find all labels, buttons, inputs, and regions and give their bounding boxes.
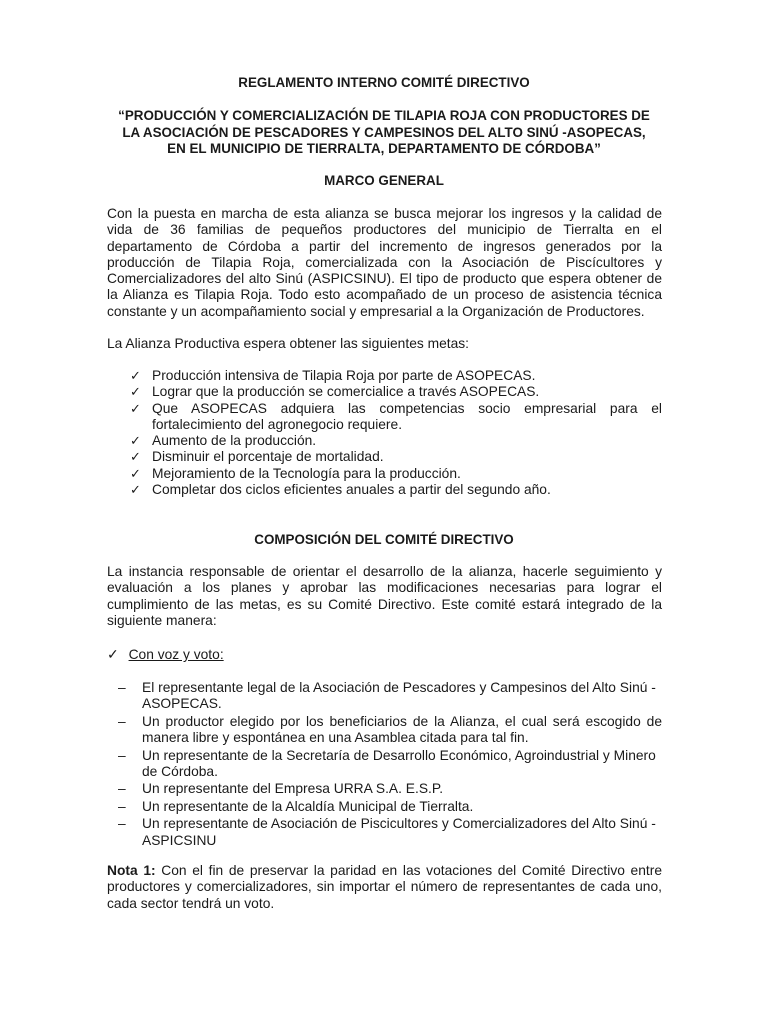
document-subtitle-line-2: LA ASOCIACIÓN DE PESCADORES Y CAMPESINOS DEL ALTO SINÚ -ASOPECAS, — [122, 125, 646, 140]
list-item: ✓ Producción intensiva de Tilapia Roja por parte de ASOPECAS. — [130, 368, 536, 383]
list-item: – Un productor elegido por los beneficiarios de la Alianza, el cual será escogido de manera libre y espontánea en una Asamblea citada para tal fin. — [118, 713, 662, 746]
metas-list — [130, 368, 662, 498]
nota-1-paragraph — [107, 863, 662, 912]
paragraph-line: Comercializadores del alto Sinú (ASPICSINU). El tipo de producto que espera obtener de — [107, 271, 662, 287]
paragraph-line: cada sector tendrá un voto. — [107, 895, 275, 911]
list-item: ✓ Aumento de la producción. — [130, 433, 317, 449]
checkmark-icon: ✓ — [130, 384, 141, 400]
list-item: – Un representante del Empresa URRA S.A. E.S.P. — [118, 781, 444, 797]
paragraph-line: vida de 36 familias de pequeños productores del municipio de Tierralta en el — [107, 222, 662, 238]
dash-bullet: – — [118, 747, 126, 763]
paragraph-line: productores y comercializadores, sin importar el número de representantes de cada uno, — [107, 879, 662, 895]
checkmark-icon: ✓ — [130, 368, 141, 383]
list-item: ✓ Que ASOPECAS adquiera las competencias socio empresarial para el fortalecimiento del agronegocio requiere. — [130, 400, 662, 432]
checkmark-icon: ✓ — [107, 647, 119, 662]
paragraph-line: Con la puesta en marcha de esta alianza se busca mejorar los ingresos y la calidad de — [107, 206, 662, 221]
document-subtitle-line-1: “PRODUCCIÓN Y COMERCIALIZACIÓN DE TILAPIA ROJA CON PRODUCTORES DE — [118, 108, 650, 123]
checkmark-icon: ✓ — [130, 400, 141, 416]
dash-bullet: – — [118, 781, 126, 797]
paragraph-line: producción de Tilapia Roja, comercializada con la Asociación de Piscícultores y — [107, 254, 662, 270]
list-item: ✓ Completar dos ciclos eficientes anuales a partir del segundo año. — [130, 482, 551, 498]
paragraph-line: evaluación a los planes y aprobar las modificaciones necesarias para lograr el — [107, 580, 662, 596]
section-heading-marco-general: MARCO GENERAL — [324, 173, 444, 188]
dash-bullet: – — [118, 798, 126, 814]
document-subtitle-line-3: EN EL MUNICIPIO DE TIERRALTA, DEPARTAMENTO DE CÓRDOBA” — [167, 141, 601, 156]
metas-intro: La Alianza Productiva espera obtener las siguientes metas: — [107, 336, 469, 351]
dash-bullet: – — [118, 680, 126, 695]
paragraph-line: la Alianza es Tilapia Roja. Todo esto acompañado de un proceso de asistencia técnica — [107, 287, 662, 303]
paragraph-line: La instancia responsable de orientar el desarrollo de la alianza, hacerle seguimiento y — [107, 564, 662, 579]
checkmark-icon: ✓ — [130, 449, 141, 465]
document-title: REGLAMENTO INTERNO COMITÉ DIRECTIVO — [238, 75, 530, 90]
list-item: – Un representante de Asociación de Piscicultores y Comercializadores del Alto Sinú - ASPICSINU — [118, 816, 656, 848]
paragraph-line: cumplimiento de las metas, es su Comité Directivo. Este comité estará integrado de la — [107, 596, 662, 612]
list-item: – El representante legal de la Asociación de Pescadores y Campesinos del Alto Sinú - ASOPECAS. — [118, 680, 656, 712]
paragraph-line: siguiente manera: — [107, 612, 217, 628]
checkmark-icon: ✓ — [130, 482, 141, 498]
dash-bullet: – — [118, 713, 126, 729]
checkmark-icon: ✓ — [130, 465, 141, 481]
list-item: – Un representante de la Secretaría de Desarrollo Económico, Agroindustrial y Minero de Córdoba. — [118, 747, 656, 779]
section-heading-composicion: COMPOSICIÓN DEL COMITÉ DIRECTIVO — [254, 532, 514, 547]
miembros-list — [118, 680, 662, 850]
paragraph-line: constante y un acompañamiento social y empresarial a la Organización de Productores. — [107, 303, 645, 319]
list-item: ✓ Lograr que la producción se comercialice a través ASOPECAS. — [130, 384, 540, 400]
marco-general-paragraph — [107, 206, 662, 320]
list-item: ✓ Disminuir el porcentaje de mortalidad. — [130, 449, 384, 465]
composicion-paragraph — [107, 564, 662, 629]
list-item: ✓ Mejoramiento de la Tecnología para la producción. — [130, 465, 461, 481]
nota-label: Nota 1: — [107, 863, 156, 878]
paragraph-line: Nota 1: Con el fin de preservar la paridad en las votaciones del Comité Directivo entre — [107, 863, 662, 878]
voz-y-voto-label: ✓ Con voz y voto: — [107, 647, 224, 662]
paragraph-line: departamento de Córdoba a partir del incremento de ingresos generados por la — [107, 238, 662, 254]
list-item: – Un representante de la Alcaldía Municipal de Tierralta. — [118, 798, 474, 814]
checkmark-icon: ✓ — [130, 433, 141, 449]
dash-bullet: – — [118, 816, 126, 832]
